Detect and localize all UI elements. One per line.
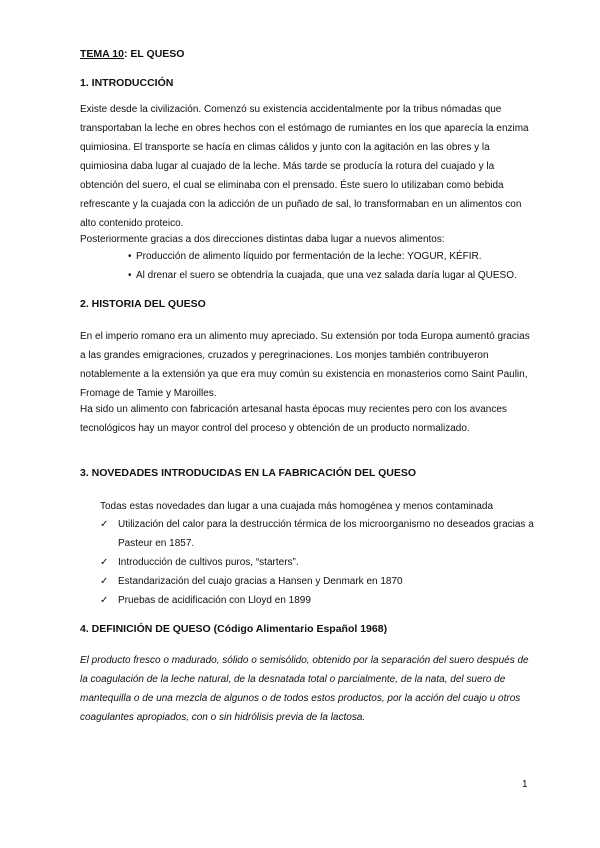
section-heading-introduccion: 1. INTRODUCCIÓN	[80, 77, 174, 89]
title-suffix: : EL QUESO	[123, 48, 185, 60]
novedades-check-list	[100, 515, 540, 610]
list-item: ✓ Introducción de cultivos puros, “starters”.	[100, 553, 540, 572]
list-item: • Producción de alimento líquido por fermentación de la leche: YOGUR, KÉFIR.	[128, 247, 548, 266]
list-item: ✓ Estandarización del cuajo gracias a Hansen y Denmark en 1870	[100, 572, 540, 591]
checkmark-icon: ✓	[100, 519, 109, 530]
list-item: ✓ Pruebas de acidificación con Lloyd en 1899	[100, 591, 540, 610]
bullet-icon: •	[128, 270, 132, 281]
section-heading-novedades: 3. NOVEDADES INTRODUCIDAS EN LA FABRICACIÓN DEL QUESO	[80, 467, 417, 479]
historia-paragraph: En el imperio romano era un alimento muy apreciado. Su extensión por toda Europa aumentó gracias a las grandes emigraciones, cruzados y peregrinaciones. Los monjes también contribuyeron notablemente a la extensión ya que era muy común su existencia en monasterios como Saint Paulin, Fromage de Tamie y Maroilles.	[80, 331, 530, 399]
title-prefix: TEMA 10	[80, 48, 124, 60]
historia-paragraph-2: Ha sido un alimento con fabricación artesanal hasta épocas muy recientes pero con los avances tecnológicos hay un mayor control del proceso y obtención de un producto normalizado.	[80, 404, 507, 434]
intro-paragraph-2: Posteriormente gracias a dos direcciones distintas daba lugar a nuevos alimentos:	[80, 234, 445, 245]
bullet-icon: •	[128, 251, 132, 262]
checkmark-icon: ✓	[100, 557, 109, 568]
intro-bullet-list	[128, 247, 548, 285]
definicion-paragraph: El producto fresco o madurado, sólido o semisólido, obtenido por la separación del suero después de la coagulación de la leche natural, de la desnatada total o parcialmente, de la nata, del suero de mantequilla o de una mezcla de algunos o de todos estos productos, por la acción del cuajo u otros coagulantes apropiados, con o sin hidrólisis previa de la lactosa.	[80, 655, 529, 723]
novedades-intro: Todas estas novedades dan lugar a una cuajada más homogénea y menos contaminada	[100, 501, 494, 512]
page-title	[80, 48, 184, 60]
section-heading-definicion: 4. DEFINICIÓN DE QUESO (Código Alimentario Español 1968)	[80, 623, 388, 635]
checkmark-icon: ✓	[100, 595, 109, 606]
section-heading-historia: 2. HISTORIA DEL QUESO	[80, 298, 206, 310]
page-number: 1	[522, 779, 528, 790]
intro-paragraph: Existe desde la civilización. Comenzó su existencia accidentalmente por la tribus nómadas que transportaban la leche en obres hechos con el estómago de rumiantes en los que aparecía la enzima quimiosina. El transporte se hacía en climas cálidos y junto con la agitación en las obres y la quimiosina daba lugar al cuajado de la leche. Más tarde se producía la rotura del cuajado y la obtención del suero, el cual se eliminaba con el prensado. Éste suero lo utilizaban como bebida refrescante y la cuajada con la adicción de un puñado de sal, lo transformaban en un alimentos con alto contenido proteico.	[80, 104, 529, 229]
list-item: • Al drenar el suero se obtendría la cuajada, que una vez salada daría lugar al QUESO.	[128, 266, 548, 285]
checkmark-icon: ✓	[100, 576, 109, 587]
list-item: ✓ Utilización del calor para la destrucción térmica de los microorganismo no deseados gracias a Pasteur en 1857.	[100, 515, 540, 553]
